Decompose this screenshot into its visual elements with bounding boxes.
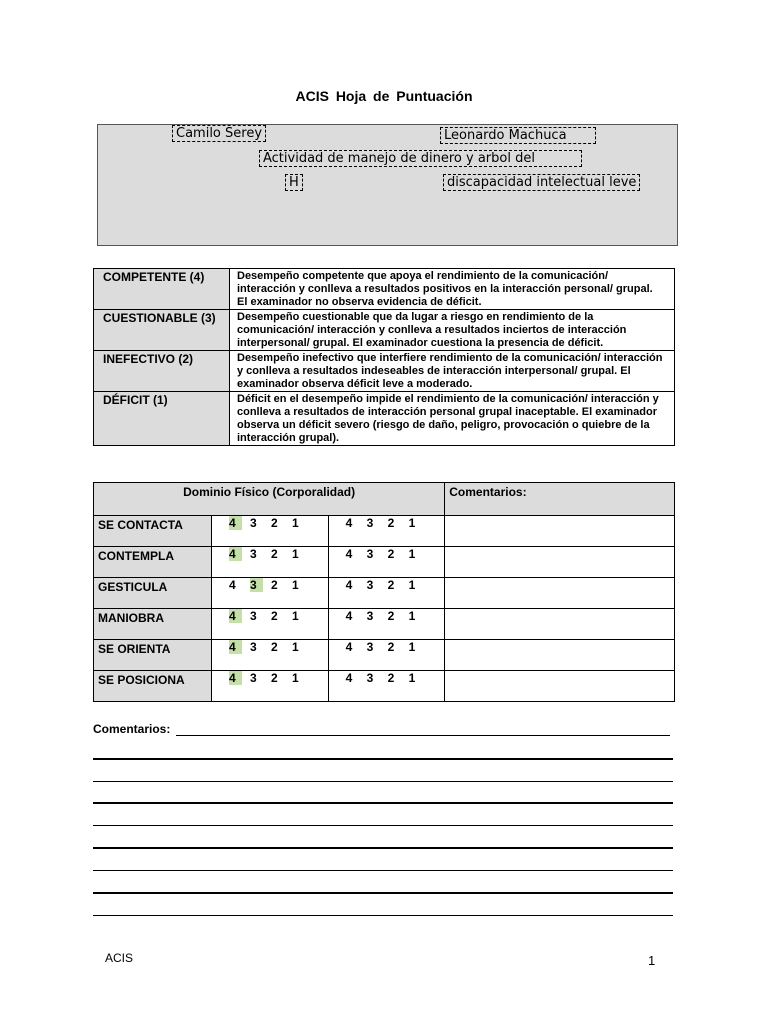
rating-option[interactable]: 2: [270, 640, 278, 654]
domain-item-name: SE ORIENTA: [94, 640, 212, 671]
rating-option[interactable]: 3: [249, 640, 257, 654]
rating-option[interactable]: 3: [366, 609, 374, 623]
comment-line[interactable]: [93, 892, 673, 894]
rating-scale-secondary: [328, 609, 445, 640]
rating-option[interactable]: 4: [229, 609, 242, 623]
rating-option[interactable]: 2: [270, 671, 278, 685]
comment-line[interactable]: [93, 802, 673, 804]
rating-option[interactable]: 1: [408, 578, 416, 592]
rating-row: [94, 392, 675, 446]
rating-scale-secondary: [328, 640, 445, 671]
comment-line[interactable]: [93, 847, 673, 849]
rating-option[interactable]: 3: [249, 609, 257, 623]
rating-option[interactable]: 2: [270, 516, 278, 530]
rating-option[interactable]: 1: [408, 609, 416, 623]
rating-description: Déficit en el desempeño impide el rendimiento de la comunicación/ interacción y conlleva a resultados de interacción personal grupal inaceptable. El examinador observa un déficit severo (riesgo de daño, peligro, provocación o quiebre de la interacción grupal).: [230, 392, 675, 446]
rating-option[interactable]: 4: [229, 640, 242, 654]
rating-option[interactable]: 4: [345, 609, 353, 623]
rating-scale-secondary: [328, 671, 445, 702]
rating-row: [94, 351, 675, 392]
rating-label: CUESTIONABLE (3): [94, 310, 230, 351]
rating-row: [94, 269, 675, 310]
rating-option[interactable]: 3: [366, 640, 374, 654]
footer-label: ACIS: [105, 951, 134, 965]
rating-option[interactable]: 1: [291, 640, 299, 654]
rating-option[interactable]: 3: [250, 578, 263, 592]
rating-option[interactable]: 2: [387, 516, 395, 530]
rating-option[interactable]: 2: [270, 609, 278, 623]
rating-scale-primary: [211, 609, 328, 640]
rating-option[interactable]: 3: [366, 547, 374, 561]
rating-option[interactable]: 2: [270, 547, 278, 561]
rating-scale-table: [93, 268, 675, 446]
domain-item-row: [94, 516, 675, 547]
domain-item-row: [94, 609, 675, 640]
domain-item-name: CONTEMPLA: [94, 547, 212, 578]
domain-item-name: MANIOBRA: [94, 609, 212, 640]
domain-item-row: [94, 547, 675, 578]
comment-line[interactable]: [93, 915, 673, 916]
rating-option[interactable]: 1: [408, 671, 416, 685]
page-title: ACIS Hoja de Puntuación: [295, 88, 473, 104]
comment-line[interactable]: [93, 870, 673, 871]
rating-scale-primary: [211, 516, 328, 547]
rating-option[interactable]: 1: [291, 547, 299, 561]
rating-scale-secondary: [328, 578, 445, 609]
domain-item-comment-cell[interactable]: [445, 609, 675, 640]
rating-option[interactable]: 1: [291, 578, 299, 592]
rating-option[interactable]: 2: [387, 609, 395, 623]
rating-option[interactable]: 1: [291, 609, 299, 623]
rating-option[interactable]: 4: [229, 671, 242, 685]
patient-name-field[interactable]: Camilo Serey: [172, 125, 266, 142]
rating-option[interactable]: 4: [345, 516, 353, 530]
rating-option[interactable]: 1: [291, 516, 299, 530]
rating-option[interactable]: 4: [345, 547, 353, 561]
rating-option[interactable]: 2: [270, 578, 278, 592]
rating-option[interactable]: 3: [249, 671, 257, 685]
rating-option[interactable]: 1: [408, 640, 416, 654]
rating-option[interactable]: 3: [249, 547, 257, 561]
rating-option[interactable]: 1: [408, 547, 416, 561]
rating-option[interactable]: 4: [229, 547, 242, 561]
rating-row: [94, 310, 675, 351]
rating-option[interactable]: 2: [387, 547, 395, 561]
rating-option[interactable]: 1: [408, 516, 416, 530]
rating-label: COMPETENTE (4): [94, 269, 230, 310]
comments-label: Comentarios:: [93, 722, 171, 736]
page-number: 1: [648, 953, 656, 968]
rating-option[interactable]: 4: [345, 671, 353, 685]
comments-header: Comentarios:: [445, 483, 675, 516]
rating-option[interactable]: 3: [366, 516, 374, 530]
rating-option[interactable]: 4: [345, 578, 353, 592]
domain-item-name: SE POSICIONA: [94, 671, 212, 702]
examiner-name-field[interactable]: Leonardo Machuca: [440, 127, 596, 144]
comment-line[interactable]: [93, 825, 673, 826]
domain-item-row: [94, 640, 675, 671]
domain-item-comment-cell[interactable]: [445, 671, 675, 702]
rating-description: Desempeño competente que apoya el rendimiento de la comunicación/ interacción y conlleva a resultados positivos en la interacción personal/ grupal. El examinador no observa evidencia de déficit.: [230, 269, 675, 310]
rating-label: DÉFICIT (1): [94, 392, 230, 446]
rating-scale-primary: [211, 578, 328, 609]
rating-label: INEFECTIVO (2): [94, 351, 230, 392]
rating-option[interactable]: 4: [228, 578, 236, 592]
domain-item-comment-cell[interactable]: [445, 547, 675, 578]
rating-option[interactable]: 2: [387, 578, 395, 592]
rating-scale-secondary: [328, 547, 445, 578]
rating-description: Desempeño inefectivo que interfiere rendimiento de la comunicación/ interacción y conlleva a resultados indeseables de interacción interpersonal/ grupal. El examinador observa déficit leve a moderado.: [230, 351, 675, 392]
rating-option[interactable]: 2: [387, 640, 395, 654]
diagnosis-field[interactable]: discapacidad intelectual leve: [443, 174, 640, 191]
rating-option[interactable]: 3: [366, 578, 374, 592]
gender-field[interactable]: H: [285, 174, 303, 191]
domain-item-row: [94, 578, 675, 609]
domain-item-row: [94, 671, 675, 702]
domain-item-comment-cell[interactable]: [445, 640, 675, 671]
rating-scale-secondary: [328, 516, 445, 547]
rating-option[interactable]: 4: [345, 640, 353, 654]
comments-first-line[interactable]: [176, 735, 670, 736]
domain-item-comment-cell[interactable]: [445, 578, 675, 609]
physical-domain-table: [93, 482, 675, 702]
domain-item-name: GESTICULA: [94, 578, 212, 609]
domain-header: Dominio Físico (Corporalidad): [94, 483, 445, 516]
domain-item-comment-cell[interactable]: [445, 516, 675, 547]
rating-scale-primary: [211, 547, 328, 578]
comment-line[interactable]: [93, 781, 673, 782]
rating-description: Desempeño cuestionable que da lugar a riesgo en rendimiento de la comunicación/ interacción y conlleva a resultados inciertos de interacción interpersonal/ grupal. El examinador cuestiona la presencia de déficit.: [230, 310, 675, 351]
rating-option[interactable]: 4: [229, 516, 242, 530]
rating-option[interactable]: 2: [387, 671, 395, 685]
rating-option[interactable]: 3: [366, 671, 374, 685]
activity-field[interactable]: Actividad de manejo de dinero y arbol del: [259, 150, 582, 167]
domain-item-name: SE CONTACTA: [94, 516, 212, 547]
rating-option[interactable]: 1: [291, 671, 299, 685]
rating-scale-primary: [211, 640, 328, 671]
header-info-box: [97, 124, 678, 246]
comment-line[interactable]: [93, 758, 673, 760]
rating-scale-primary: [211, 671, 328, 702]
rating-option[interactable]: 3: [249, 516, 257, 530]
